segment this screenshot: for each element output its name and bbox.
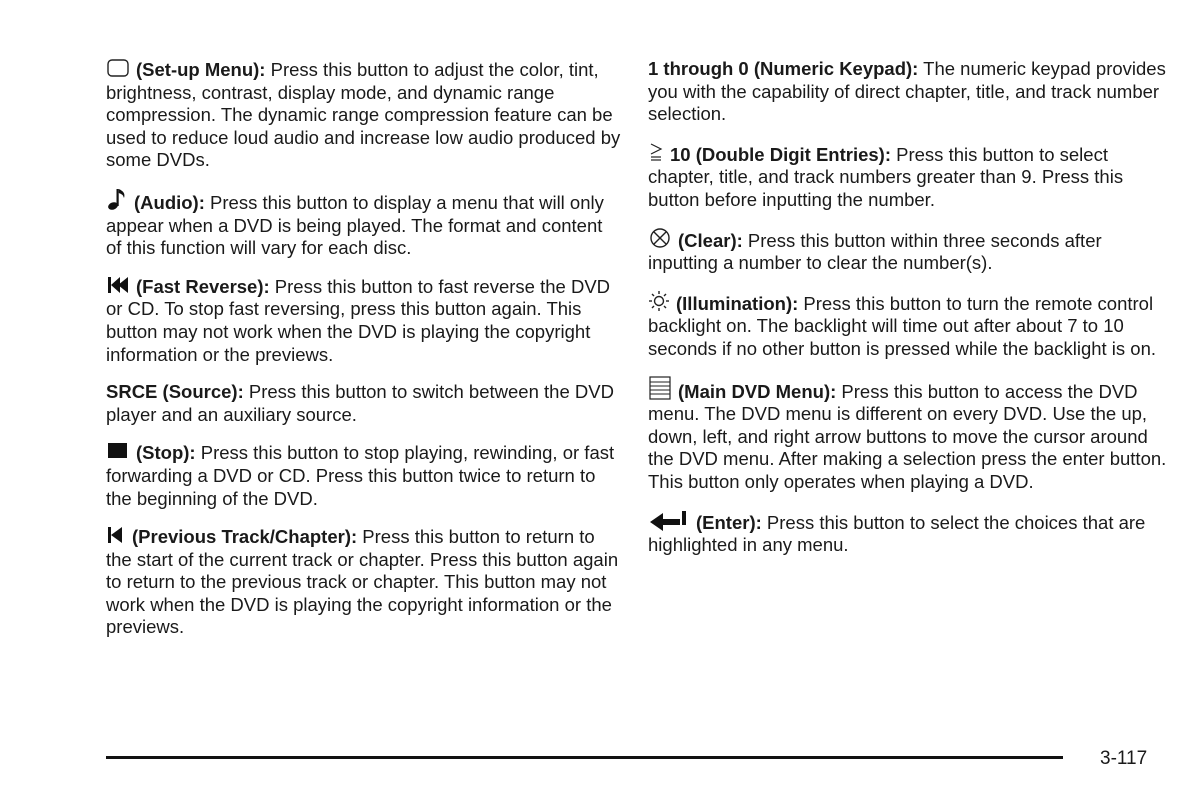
audio-body: Press this button to display a menu that will only appear when a DVD is being played. The format and content of this function will vary for each disc. <box>106 191 604 259</box>
clear-body: Press this button within three seconds after inputting a number to clear the number(s). <box>648 229 1102 274</box>
numeric-keypad-body: The numeric keypad provides you with the capability of direct chapter, title, and track number selection. <box>648 58 1166 125</box>
fast-reverse-icon <box>106 275 130 295</box>
illumination-body: Press this button to turn the remote control backlight on. The backlight will time out after about 7 to 10 seconds if no other button is pressed while the backlight is on. <box>648 292 1157 359</box>
clear-lead: (Clear): <box>678 229 743 251</box>
previous-track-paragraph <box>106 525 621 639</box>
fast-reverse-body: Press this button to fast reverse the DVD or CD. To stop fast reversing, press this button again. This button may not work when the DVD is playing the copyright information or the previews. <box>106 275 611 365</box>
main-menu-lead: (Main DVD Menu): <box>678 380 837 402</box>
greater-equal-icon <box>648 141 664 163</box>
enter-lead: (Enter): <box>696 511 762 533</box>
enter-icon <box>648 509 690 531</box>
setup-menu-body: Press this button to adjust the color, tint, brightness, contrast, display mode, and dynamic range compression. The dynamic range compression feature can be used to reduce loud audio and increase low audio produced by some DVDs. <box>106 59 621 171</box>
source-paragraph <box>106 381 621 426</box>
clear-paragraph <box>648 227 1168 275</box>
setup-menu-icon <box>106 58 130 78</box>
audio-paragraph <box>106 187 621 260</box>
enter-body: Press this button to select the choices that are highlighted in any menu. <box>648 511 1146 556</box>
source-body: Press this button to switch between the DVD player and an auxiliary source. <box>106 381 614 425</box>
previous-track-body: Press this button to return to the start of the current track or chapter. Press this button again to return to the previous track or chapter. This button may not work when the DVD is playing the copyright information or the previews. <box>106 526 619 638</box>
numeric-keypad-paragraph <box>648 58 1168 126</box>
footer-rule <box>106 756 1063 759</box>
stop-paragraph <box>106 441 621 510</box>
numeric-keypad-lead: 1 through 0 (Numeric Keypad): <box>648 58 919 79</box>
stop-icon <box>106 441 130 461</box>
double-digit-paragraph <box>648 141 1168 212</box>
main-menu-body: Press this button to access the DVD menu. The DVD menu is different on every DVD. Use the up, down, left, and right arrow buttons to move the cursor around the DVD menu. After making a selection press the enter button. This button only operates when playing a DVD. <box>648 380 1167 492</box>
illumination-paragraph <box>648 290 1168 361</box>
previous-track-icon <box>106 525 126 545</box>
page-number: 3-117 <box>1100 748 1148 769</box>
setup-menu-lead: (Set-up Menu): <box>136 59 266 80</box>
enter-paragraph <box>648 509 1168 557</box>
stop-lead: (Stop): <box>136 442 196 464</box>
stop-body: Press this button to stop playing, rewinding, or fast forwarding a DVD or CD. Press this button twice to return to the beginning of the DVD. <box>106 442 615 509</box>
illumination-icon <box>648 290 670 312</box>
audio-note-icon <box>106 187 128 211</box>
main-menu-paragraph <box>648 376 1168 494</box>
illumination-lead: (Illumination): <box>676 292 799 314</box>
clear-icon <box>648 227 672 249</box>
previous-track-lead: (Previous Track/Chapter): <box>132 526 358 548</box>
main-menu-icon <box>648 376 672 400</box>
setup-menu-paragraph <box>106 58 621 172</box>
audio-lead: (Audio): <box>134 191 205 213</box>
fast-reverse-paragraph <box>106 275 621 366</box>
double-digit-lead: 10 (Double Digit Entries): <box>670 143 891 165</box>
source-lead: SRCE (Source): <box>106 381 244 403</box>
fast-reverse-lead: (Fast Reverse): <box>136 275 270 297</box>
right-column <box>648 58 1168 572</box>
left-column <box>106 58 621 654</box>
double-digit-body: Press this button to select chapter, title, and track numbers greater than 9. Press this button before inputting the number. <box>648 143 1124 210</box>
